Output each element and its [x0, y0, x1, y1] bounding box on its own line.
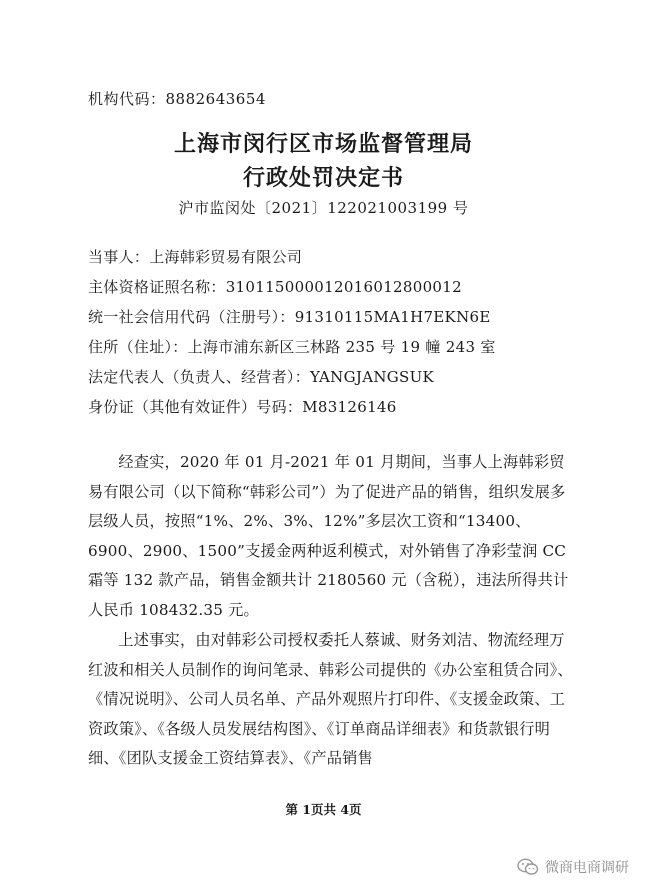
party-address: 住所（住址）：上海市浦东新区三林路 235 号 19 幢 243 室: [88, 338, 496, 356]
party-credit-code: 统一社会信用代码（注册号）：91310115MA1H7EKN6E: [88, 308, 491, 326]
party-license: 主体资格证照名称：310115000012016012800012: [88, 278, 462, 296]
document-title-type: 行政处罚决定书: [242, 165, 404, 191]
organization-code: 机构代码：8882643654: [88, 90, 266, 108]
wechat-icon: [517, 858, 539, 876]
document-title-authority: 上海市闵行区市场监督管理局: [173, 131, 473, 157]
page-number: 第 1页共 4页: [285, 802, 362, 817]
party-id-number: 身份证（其他有效证件）号码：M83126146: [88, 398, 397, 416]
party-information: [88, 242, 618, 422]
evidence-paragraph: 上述事实，由对韩彩公司授权委托人蔡诚、财务刘洁、物流经理万红波和相关人员制作的询问笔录、韩彩公司提供的《办公室租赁合同》、《情况说明》、公司人员名单、产品外观照片打印件、《支援金政策、工资政策》、《各级人员发展结构图》、《订单商品详细表》和货款银行明细、《团队支援金工资结算表》、《产品销售: [88, 631, 573, 768]
watermark: [517, 855, 629, 879]
document-number: 沪市监闵处〔2021〕122021003199 号: [178, 199, 469, 217]
watermark-text: 微商电商调研: [545, 860, 629, 876]
party-name: 当事人：上海韩彩贸易有限公司: [88, 248, 303, 266]
party-legal-representative: 法定代表人（负责人、经营者）：YANGJANGSUK: [88, 368, 435, 386]
findings-paragraph: 经查实，2020 年 01 月-2021 年 01 月期间，当事人上海韩彩贸易有限公司（以下简称“韩彩公司”）为了促进产品的销售，组织发展多层级人员，按照“1%、2%、3%、12%”多层次工资和“13400、6900、2900、1500”支援金两种返利模式，对外销售了净彩莹润 CC 霜等 132 款产品，销售金额共计 2180560 元（含税），违法所得共计人民币 108432.35 元。: [88, 453, 569, 619]
